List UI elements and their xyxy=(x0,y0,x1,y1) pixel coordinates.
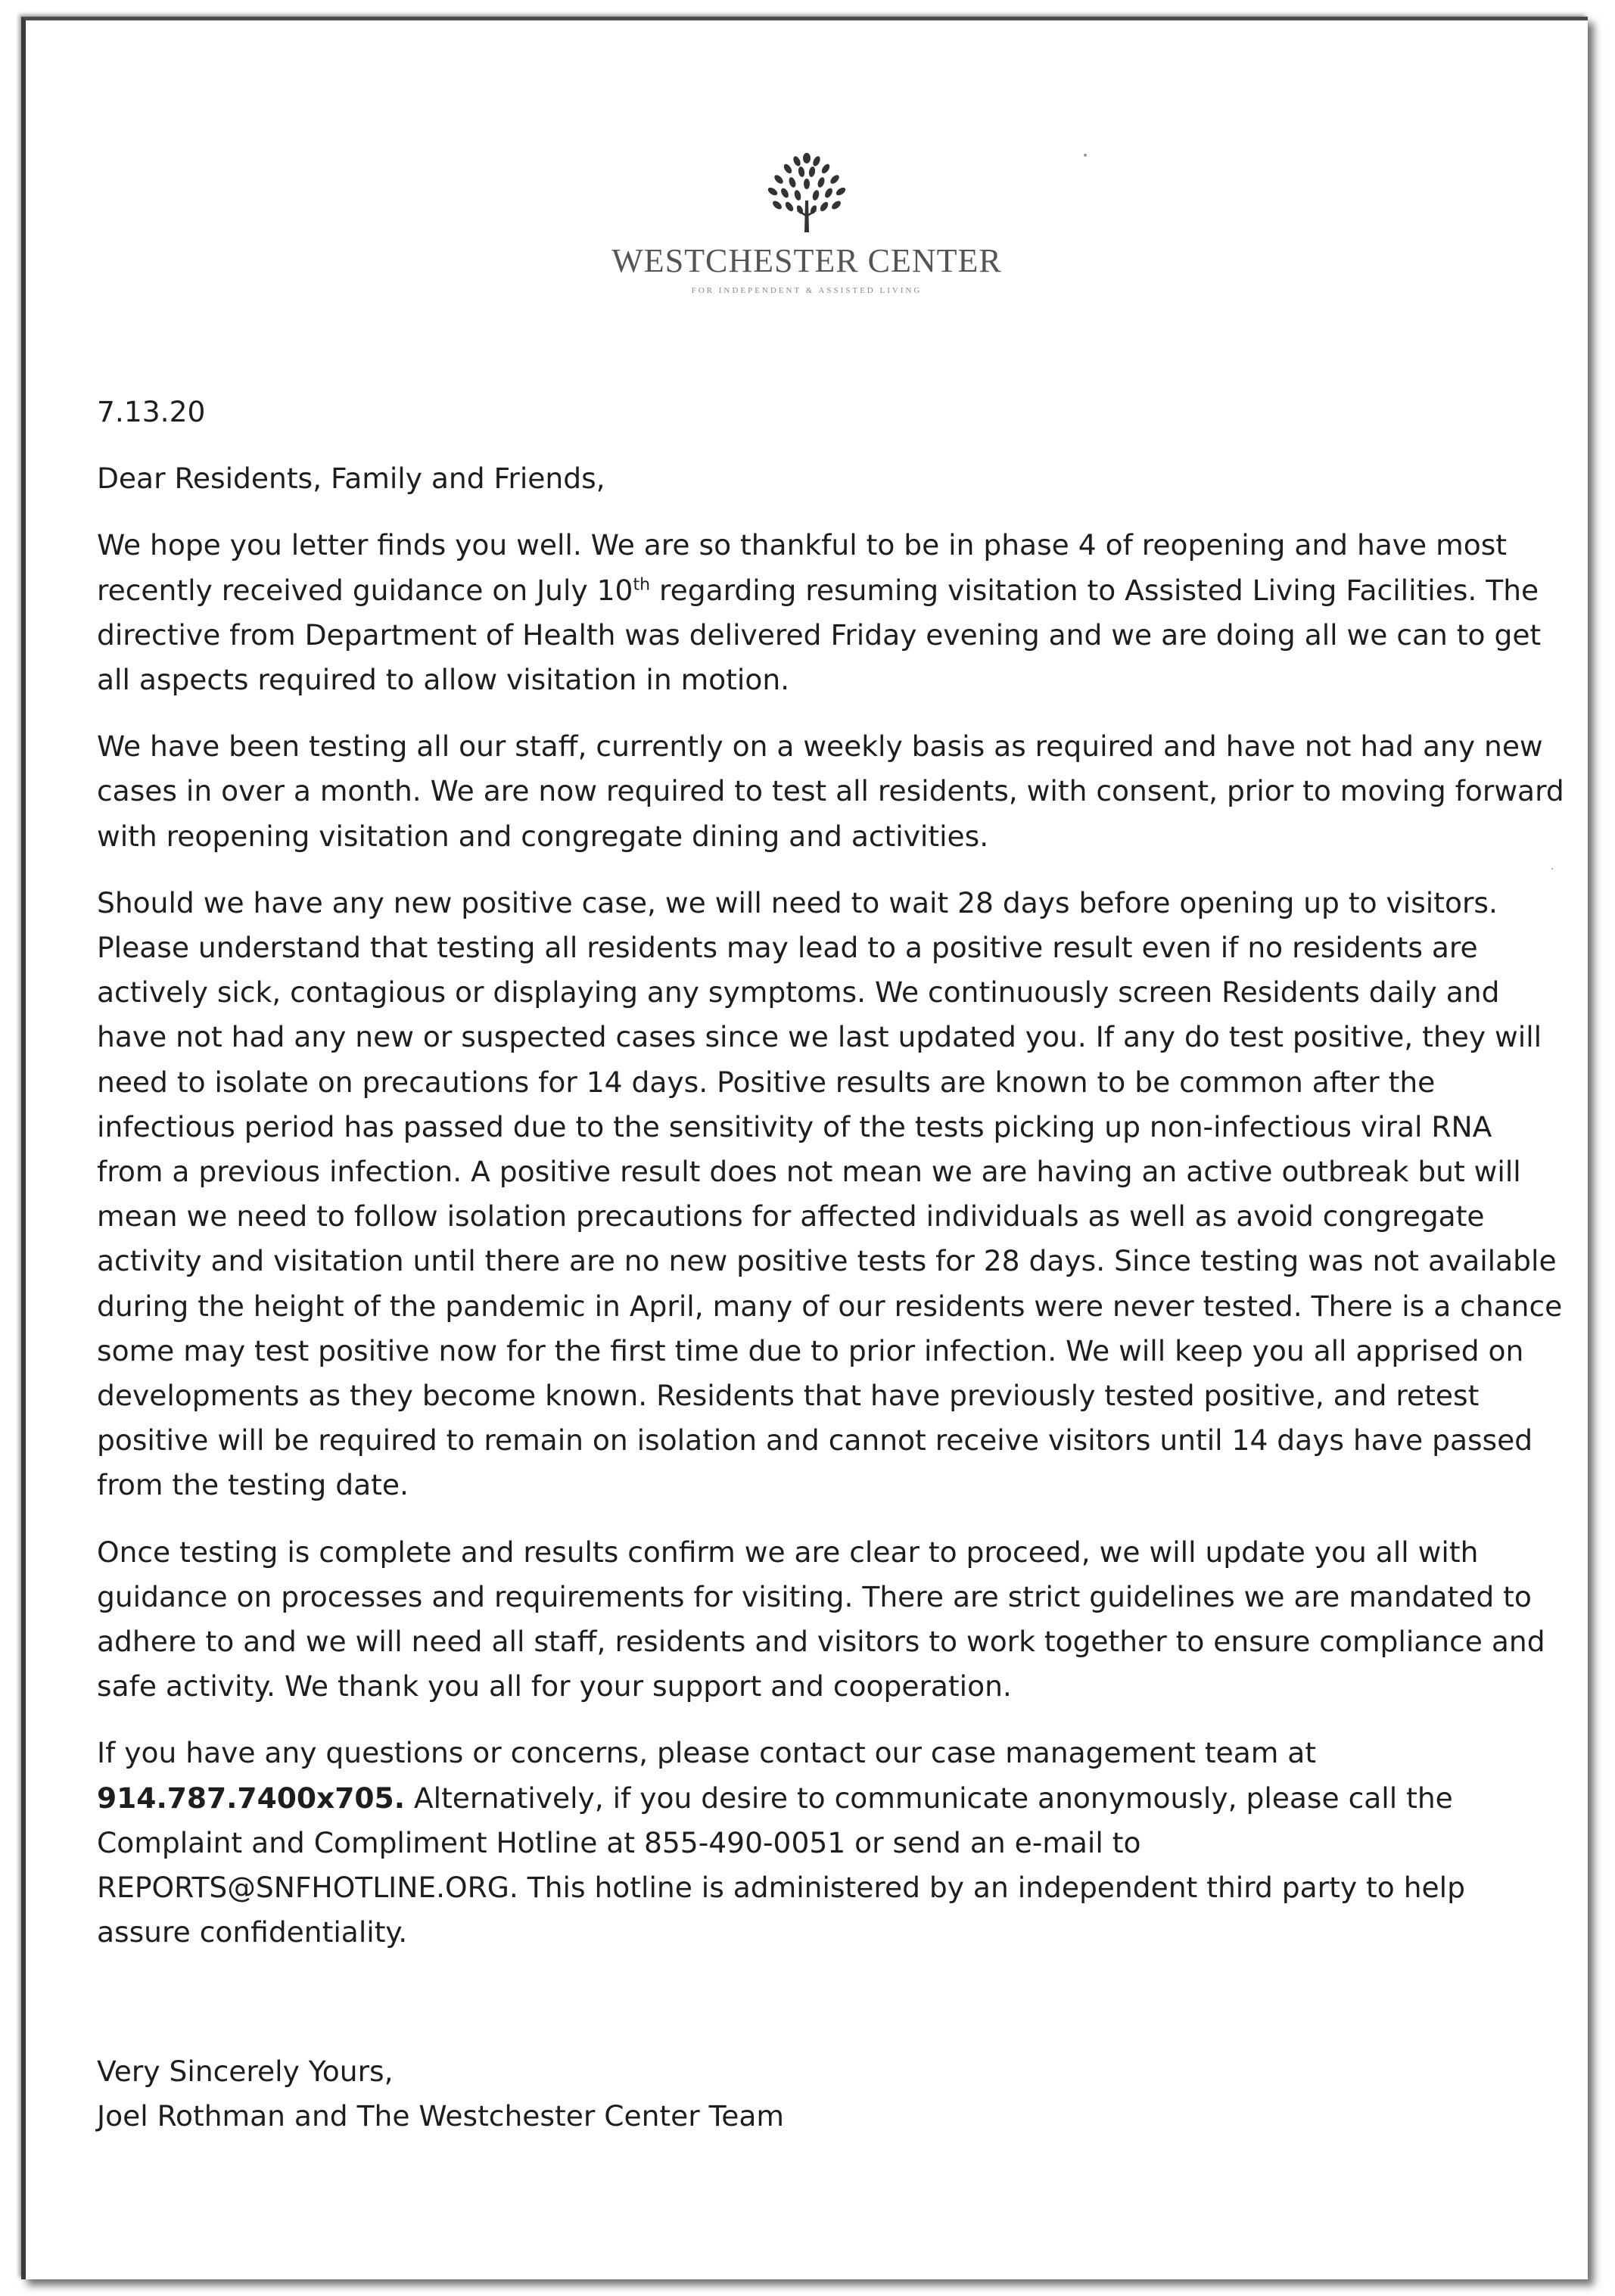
ordinal-suffix: th xyxy=(633,575,651,595)
paragraph-1-text-cont: regarding resuming visitation to Assisted Living Facilities. The directive from Department of Health was delivered Friday evening and we are doing all we can to get all aspects required to allow visitation in motion. xyxy=(97,573,1542,697)
paper-speck xyxy=(1084,154,1087,157)
salutation: Dear Residents, Family and Friends, xyxy=(97,462,605,496)
logo-name: WESTCHESTER CENTER xyxy=(611,242,1002,279)
tree-icon xyxy=(750,148,864,237)
paragraph-4: Once testing is complete and results confirm we are clear to proceed, we will update you all with guidance on processes and requirements for visiting. There are strict guidelines we are mandated to adhere to and we will need all staff, residents and visitors to work together to ensure compliance and safe activity. We thank you all for your support and cooperation. xyxy=(97,1535,1545,1703)
logo-tagline: FOR INDEPENDENT & ASSISTED LIVING xyxy=(691,286,923,295)
signature: Joel Rothman and The Westchester Center Team xyxy=(97,2098,784,2133)
paragraph-5-text-cont: Alternatively, if you desire to communicate anonymously, please call the Complaint and Compliment Hotline at 855-490-0051 or send an e-mail to REPORTS@SNFHOTLINE.ORG. This hotline is administered by an independent third party to help assure confidentiality. xyxy=(97,1781,1465,1949)
phone-number: 914.787.7400x705. xyxy=(97,1781,405,1815)
letter-page xyxy=(21,17,1588,2279)
paragraph-2: We have been testing all our staff, currently on a weekly basis as required and have not had any new cases in over a month. We are now required to test all residents, with consent, prior to moving forward with reopening visitation and congregate dining and activities. xyxy=(97,730,1564,853)
paragraph-3: Should we have any new positive case, we will need to wait 28 days before opening up to visitors. Please understand that testing all residents may lead to a positive result even if no residents are actively sick, contagious or displaying any symptoms. We continuously screen Residents daily and have not had any new or suspected cases since we last updated you. If any do test positive, they will need to isolate on precautions for 14 days. Positive results are known to be common after the infectious period has passed due to the sensitivity of the tests picking up non-infectious viral RNA from a previous infection. A positive result does not mean we are having an active outbreak but will mean we need to follow isolation precautions for affected individuals as well as avoid congregate activity and visitation until there are no new positive tests for 28 days. Since testing was not available during the height of the pandemic in April, many of our residents were never tested. There is a chance some may test positive now for the first time due to prior infection. We will keep you all apprised on developments as they become known. Residents that have previously tested positive, and retest positive will be required to remain on isolation and cannot receive visitors until 14 days have passed from the testing date. xyxy=(97,885,1563,1502)
logo xyxy=(26,148,1588,295)
paragraph-5 xyxy=(97,1731,1565,1955)
letter-body xyxy=(97,390,1565,2139)
paragraph-1-text: We hope you letter finds you well. We are so thankful to be in phase 4 of reopening and have most recently received guidance on July 10 xyxy=(97,528,1508,607)
paragraph-1 xyxy=(97,523,1565,702)
paragraph-5-text: If you have any questions or concerns, please contact our case management team at xyxy=(97,1736,1317,1770)
closing: Very Sincerely Yours, xyxy=(97,2054,394,2088)
letter-date: 7.13.20 xyxy=(97,395,206,428)
